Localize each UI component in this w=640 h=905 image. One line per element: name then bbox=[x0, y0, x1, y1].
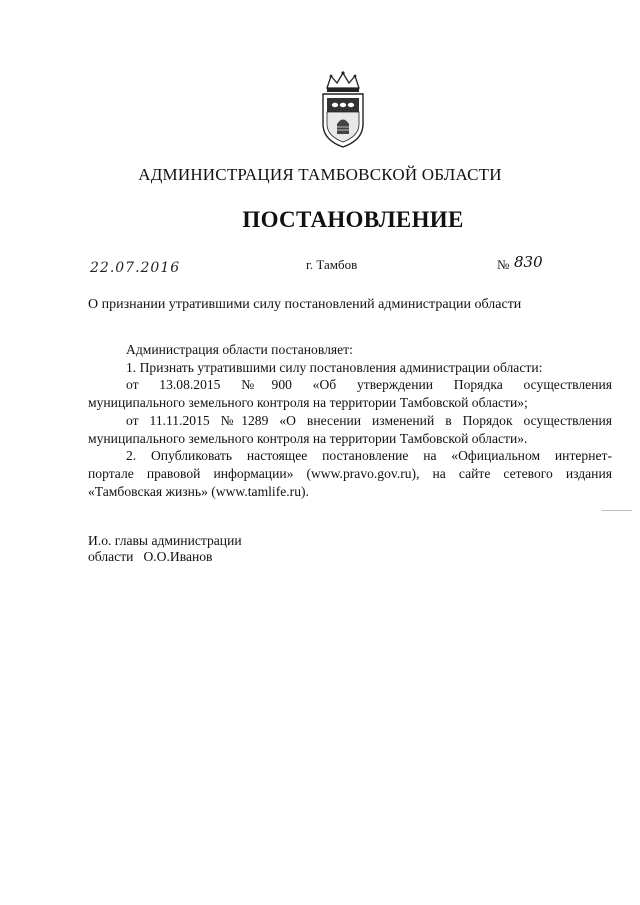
signatory-name: О.О.Иванов bbox=[143, 549, 213, 564]
clause-1-sub-1-line-2: муниципального земельного контроля на территории Тамбовской области»; bbox=[88, 395, 528, 411]
signatory-title-line-2: области О.О.Иванов bbox=[88, 549, 213, 564]
preamble: Администрация области постановляет: bbox=[126, 342, 353, 357]
document-subject: О признании утратившими силу постановлений администрации области bbox=[88, 297, 522, 312]
clause-2-line-3: «Тамбовская жизнь» (www.tamlife.ru). bbox=[88, 483, 309, 499]
clause-1-sub-1-line-1: от 13.08.2015 №900 «Об утверждении Порядка осуществления bbox=[126, 377, 612, 393]
signature-block bbox=[88, 533, 242, 565]
document-number-label: № bbox=[497, 257, 510, 272]
clause-1-sub-2-line-1: от 11.11.2015 №1289 «О внесении изменений в Порядок осуществления bbox=[126, 412, 612, 428]
clause-2-line-2: портале правовой информации» (www.pravo.gov.ru), на сайте сетевого издания bbox=[88, 465, 612, 481]
document-number-value: 830 bbox=[514, 253, 543, 271]
document-type-title: ПОСТАНОВЛЕНИЕ bbox=[242, 207, 464, 232]
document-date: 22.07.2016 bbox=[90, 260, 181, 276]
organization-name: АДМИНИСТРАЦИЯ ТАМБОВСКОЙ ОБЛАСТИ bbox=[138, 165, 502, 184]
clause-1: 1. Признать утратившими силу постановления администрации области: bbox=[126, 359, 543, 375]
scan-artifact bbox=[602, 510, 632, 511]
clause-1-sub-2-line-2: муниципального земельного контроля на территории Тамбовской области». bbox=[88, 430, 528, 446]
document-city: г. Тамбов bbox=[306, 257, 358, 272]
coat-of-arms-icon bbox=[318, 70, 368, 150]
clause-2-line-1: 2. Опубликовать настоящее постановление на «Официальном интернет- bbox=[126, 448, 612, 464]
document-body bbox=[88, 341, 612, 500]
signatory-title: И.о. главы администрации bbox=[88, 533, 242, 548]
